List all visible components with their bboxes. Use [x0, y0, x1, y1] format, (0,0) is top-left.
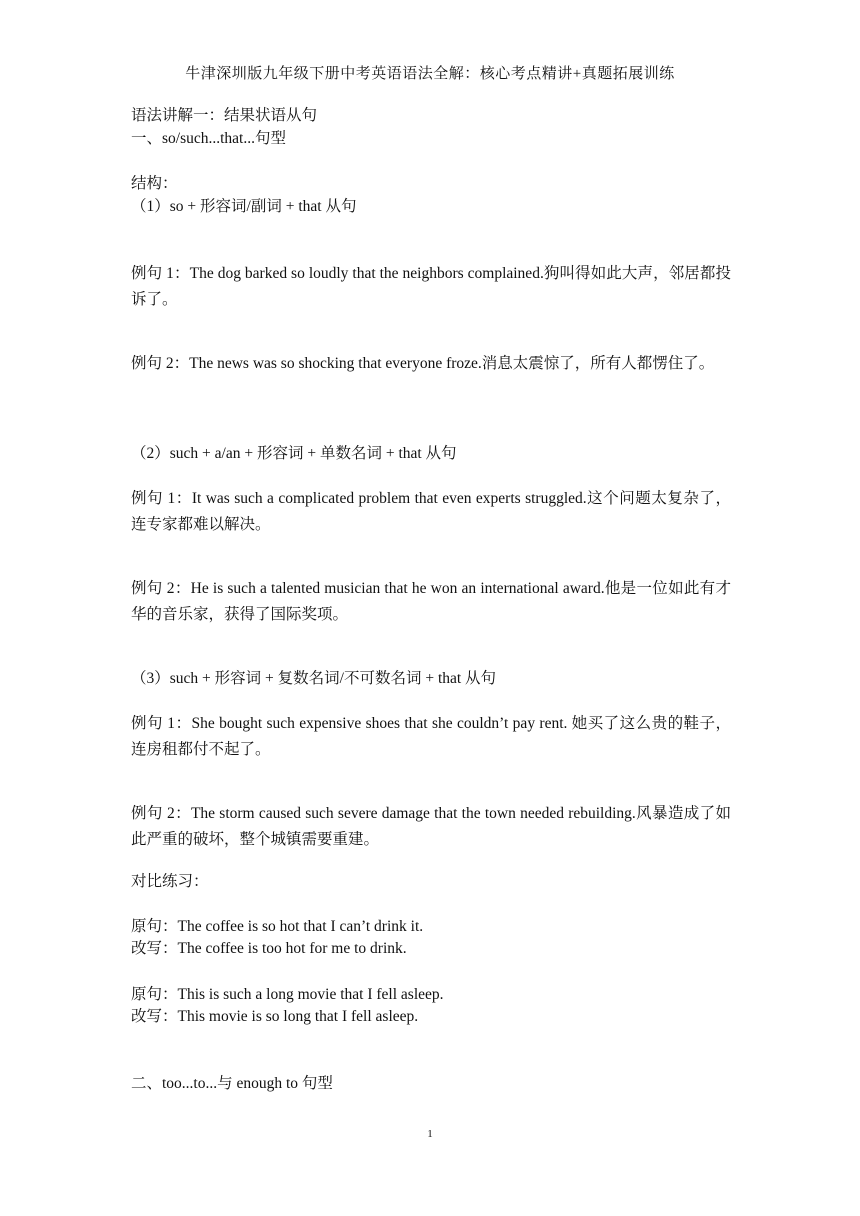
page-number: 1	[427, 1128, 433, 1140]
page-header: 牛津深圳版九年级下册中考英语语法全解：核心考点精讲+真题拓展训练	[185, 66, 675, 82]
rule-heading: （2）such + a/an + 形容词 + 单数名词 + that 从句	[131, 445, 457, 462]
structure-label: 结构：	[131, 175, 178, 192]
original-sentence: 原句：The coffee is so hot that I can’t drink it.	[131, 918, 424, 935]
compare-label: 对比练习：	[131, 873, 209, 890]
example-sentence: 例句 1：She bought such expensive shoes that she couldn’t pay rent. 她买了这么贵的鞋子，连房租都付不起了。	[131, 715, 731, 758]
example-sentence: 例句 2：The storm caused such severe damage that the town needed rebuilding.风暴造成了如此严重的破坏，整个城镇需要重建。	[131, 805, 731, 848]
example-sentence: 例句 1：It was such a complicated problem that even experts struggled.这个问题太复杂了，连专家都难以解决。	[131, 490, 731, 533]
section-title: 语法讲解一：结果状语从句	[131, 107, 318, 124]
subsection-title: 一、so/such...that...句型	[131, 130, 286, 147]
example-sentence: 例句 2：The news was so shocking that everyone froze.消息太震惊了，所有人都愣住了。	[131, 355, 715, 372]
example-sentence: 例句 1：The dog barked so loudly that the neighbors complained.狗叫得如此大声，邻居都投诉了。	[131, 265, 731, 308]
rewritten-sentence: 改写：This movie is so long that I fell asleep.	[131, 1008, 419, 1025]
rule-heading: （3）such + 形容词 + 复数名词/不可数名词 + that 从句	[131, 670, 497, 687]
subsection-title: 二、too...to...与 enough to 句型	[131, 1075, 333, 1092]
original-sentence: 原句：This is such a long movie that I fell asleep.	[131, 986, 444, 1003]
rewritten-sentence: 改写：The coffee is too hot for me to drink.	[131, 940, 407, 957]
example-sentence: 例句 2：He is such a talented musician that he won an international award.他是一位如此有才华的音乐家，获得了国际奖项。	[131, 580, 731, 623]
rule-heading: （1）so + 形容词/副词 + that 从句	[131, 198, 357, 215]
